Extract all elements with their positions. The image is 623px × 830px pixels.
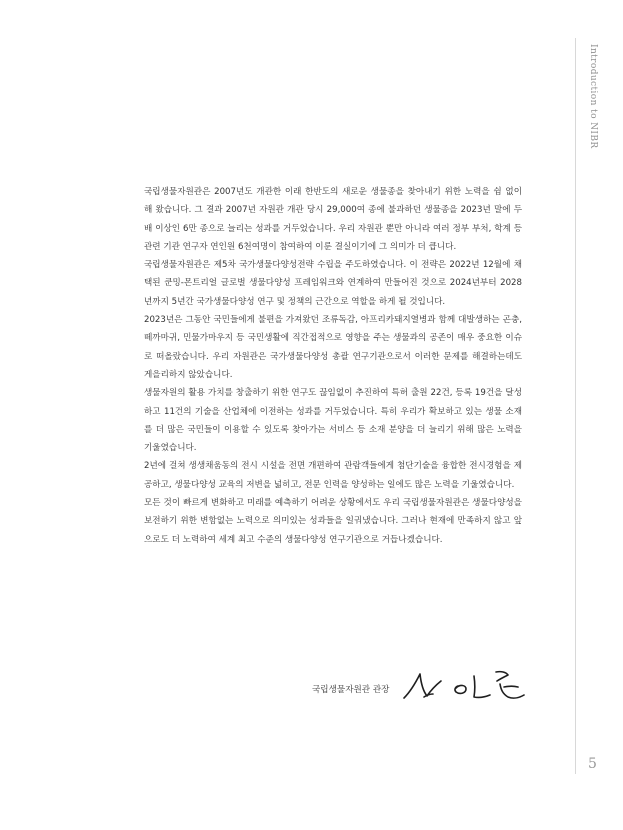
- paragraph-1: 국립생물자원관은 2007년도 개관한 이래 한반도의 새로운 생물종을 찾아내기 위한 노력을 쉼 없이 해 왔습니다. 그 결과 2007년 자원관 개관 당시 29,000여 종에 불과하던 생물종을 2023년 말에 두 배 이상인 6만 종으로 늘리는 성과를 거두었습니다. 우리 자원관 뿐만 아니라 여러 정부 부처, 학계 등 관련 기관 연구자 연인원 6천여명이 참여하여 이룬 결실이기에 그 의미가 더 큽니다.: [144, 187, 522, 252]
- paragraph-2: 국립생물자원관은 제5차 국가생물다양성전략 수립을 주도하였습니다. 이 전략은 2022년 12월에 채택된 쿤밍-몬트리얼 글로벌 생물다양성 프레임워크와 연계하여 만들어진 것으로 2024년부터 2028년까지 5년간 국가생물다양성 연구 및 정책의 근간으로 역할을 하게 될 것입니다.: [144, 260, 522, 307]
- page-number: 5: [588, 756, 597, 772]
- paragraph-6: 모든 것이 빠르게 변화하고 미래를 예측하기 어려운 상황에서도 우리 국립생물자원관은 생물다양성을 보전하기 위한 변함없는 노력으로 의미있는 성과들을 일궈냈습니다. 그러나 현재에 만족하지 않고 앞으로도 더 노력하여 세계 최고 수준의 생물다양성 연구기관으로 거듭나겠습니다.: [144, 498, 522, 545]
- message-body: [144, 183, 522, 549]
- paragraph-4: 생물자원의 활용 가치를 창출하기 위한 연구도 끊임없이 추진하여 특허 출원 22건, 등록 19건을 달성하고 11건의 기술을 산업체에 이전하는 성과를 거두었습니다. 특히 우리가 확보하고 있는 생물 소재를 더 많은 국민들이 이용할 수 있도록 찾아가는 서비스 등 소재 분양을 더 늘리기 위해 많은 노력을 기울였습니다.: [144, 388, 522, 454]
- signature-block: [312, 664, 534, 712]
- sidebar-divider: [575, 38, 576, 774]
- paragraph-5: 2년에 걸쳐 생생채움동의 전시 시설을 전면 개편하여 관람객들에게 첨단기술을 융합한 전시경험을 제공하고, 생물다양성 교육의 저변을 넓히고, 전문 인력을 양성하는 일에도 많은 노력을 기울였습니다.: [144, 461, 522, 490]
- signature-icon: [400, 664, 528, 706]
- signer-title: 국립생물자원관 관장: [312, 685, 390, 695]
- section-label: Introduction to NIBR: [588, 44, 598, 149]
- paragraph-3: 2023년은 그동안 국민들에게 불편을 가져왔던 조류독감, 아프리카돼지열병과 함께 대발생하는 곤충, 떼까마귀, 민물가마우지 등 국민생활에 직간접적으로 영향을 주는 생물과의 공존이 매우 중요한 이슈로 떠올랐습니다. 우리 자원관은 국가생물다양성 총괄 연구기관으로서 이러한 문제를 해결하는데도 게을리하지 않았습니다.: [144, 315, 522, 380]
